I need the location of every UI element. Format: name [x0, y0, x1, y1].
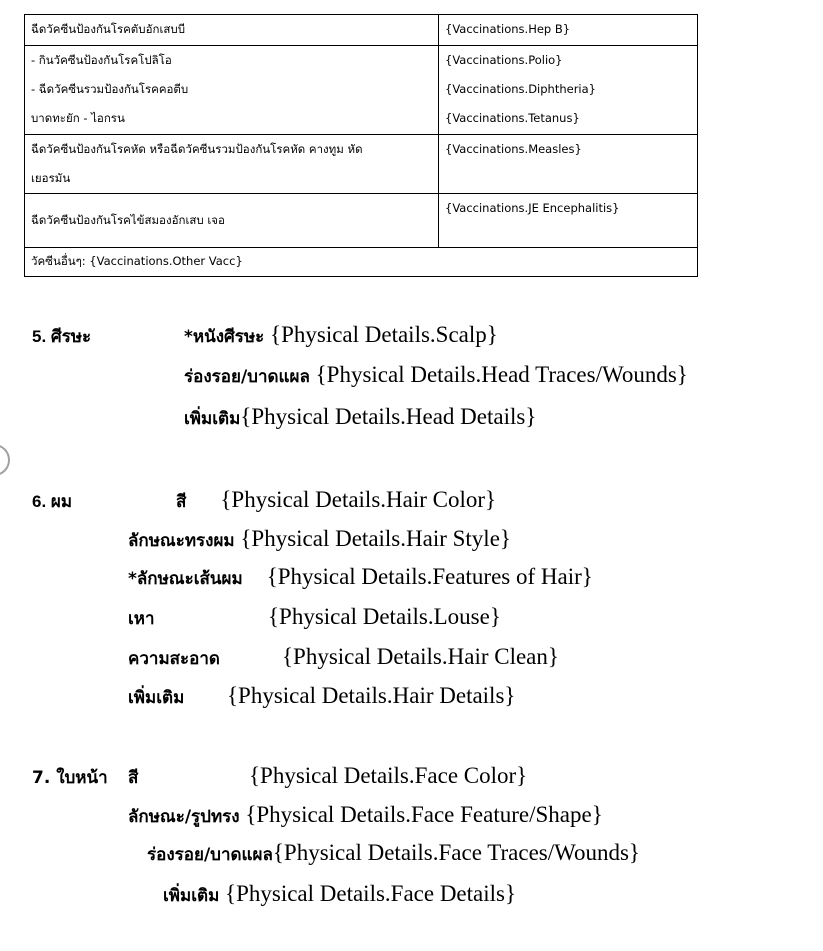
table-footer-cell	[25, 248, 698, 277]
measles-label-cont: เยอรมัน	[31, 171, 71, 185]
field-value: {Physical Details.Hair Style}	[240, 526, 511, 551]
field-label: สี	[128, 768, 139, 788]
section-title: 7. ใบหน้า	[32, 768, 108, 788]
face-color-label-wrap	[128, 763, 138, 791]
hair-clean-row	[128, 644, 220, 672]
polio-value: {Vaccinations.Polio}	[445, 53, 563, 67]
field-label: ร่องรอย/บาดแผล	[184, 367, 310, 387]
field-value: {Physical Details.Scalp}	[270, 322, 498, 347]
table-cell-label	[25, 135, 439, 194]
field-value: {Physical Details.Face Details}	[225, 881, 517, 906]
table-cell-value	[439, 46, 698, 135]
table-cell-value	[439, 15, 698, 46]
table-row	[25, 46, 698, 135]
measles-label: ฉีดวัคซีนป้องกันโรคหัด หรือฉีดวัคซีนรวมป้องกันโรคหัด คางทูม หัด	[31, 142, 363, 156]
table-row	[25, 135, 698, 194]
section5-heading	[32, 322, 91, 350]
vaccination-table	[24, 14, 698, 277]
hepb-label: ฉีดวัคซีนป้องกันโรคตับอักเสบบี	[31, 22, 185, 36]
diphtheria-label: - ฉีดวัคซีนรวมป้องกันโรคคอตีบ	[31, 82, 189, 96]
table-cell-label	[25, 46, 439, 135]
other-vacc: วัคซีนอื่นๆ: {Vaccinations.Other Vacc}	[31, 254, 243, 268]
page-marker-circle-icon	[0, 444, 10, 476]
field-label: ลักษณะทรงผม	[128, 531, 235, 551]
field-label: เหา	[128, 609, 155, 629]
face-shape-row	[128, 802, 603, 830]
field-label: *หนังศีรษะ	[184, 327, 265, 347]
field-label: ความสะอาด	[128, 649, 220, 669]
field-label: ร่องรอย/บาดแผล	[147, 845, 273, 865]
field-value: {Physical Details.Face Traces/Wounds}	[272, 840, 640, 865]
section6-heading	[32, 487, 72, 515]
field-label: เพิ่มเติม	[184, 409, 241, 429]
polio-label: - กินวัคซีนป้องกันโรคโปลิโอ	[31, 53, 172, 67]
field-value: {Physical Details.Hair Color}	[220, 487, 497, 512]
field-value: {Physical Details.Hair Details}	[227, 683, 516, 708]
je-value: {Vaccinations.JE Encephalitis}	[445, 201, 620, 215]
field-value: {Physical Details.Head Details}	[240, 404, 537, 429]
field-label: ลักษณะ/รูปทรง	[128, 807, 240, 827]
head-details-row	[184, 404, 536, 432]
je-label: ฉีดวัคซีนป้องกันโรคไข้สมองอักเสบ เจอ	[31, 213, 225, 227]
table-cell-label	[25, 15, 439, 46]
scalp-row	[184, 322, 498, 350]
head-wounds-row	[184, 362, 688, 390]
field-value: {Physical Details.Face Feature/Shape}	[245, 802, 603, 827]
face-wounds-row	[147, 840, 640, 868]
section-title: 6. ผม	[32, 492, 73, 511]
field-label: *ลักษณะเส้นผม	[128, 569, 243, 589]
hair-features-row	[128, 564, 593, 592]
table-cell-value	[439, 135, 698, 194]
table-row	[25, 248, 698, 277]
field-value: {Physical Details.Features of Hair}	[266, 564, 593, 589]
hair-color-row	[176, 487, 496, 515]
tetanus-value: {Vaccinations.Tetanus}	[445, 111, 580, 125]
diphtheria-value: {Vaccinations.Diphtheria}	[445, 82, 596, 96]
hair-details-value-wrap	[227, 683, 515, 709]
table-cell-value	[439, 194, 698, 248]
louse-row	[128, 604, 155, 632]
hair-clean-value-wrap	[282, 644, 559, 670]
field-value: {Physical Details.Head Traces/Wounds}	[315, 362, 688, 387]
table-cell-label	[25, 194, 439, 248]
louse-value-wrap	[268, 604, 501, 630]
table-row	[25, 194, 698, 248]
field-label: เพิ่มเติม	[163, 886, 220, 906]
section-title: 5. ศีรษะ	[32, 327, 92, 346]
hair-style-row	[128, 526, 511, 554]
field-label: เพิ่มเติม	[128, 688, 185, 708]
field-value: {Physical Details.Louse}	[268, 604, 501, 629]
tetanus-label: บาดทะยัก - ไอกรน	[31, 111, 125, 125]
field-value: {Physical Details.Hair Clean}	[282, 644, 559, 669]
section7-heading	[32, 763, 108, 791]
hair-details-row	[128, 683, 184, 711]
face-details-row	[163, 881, 516, 909]
field-label: สี	[176, 492, 187, 512]
hepb-value: {Vaccinations.Hep B}	[445, 22, 571, 36]
measles-value: {Vaccinations.Measles}	[445, 142, 582, 156]
table-row	[25, 15, 698, 46]
face-color-value-wrap	[249, 763, 527, 789]
field-value: {Physical Details.Face Color}	[249, 763, 528, 788]
